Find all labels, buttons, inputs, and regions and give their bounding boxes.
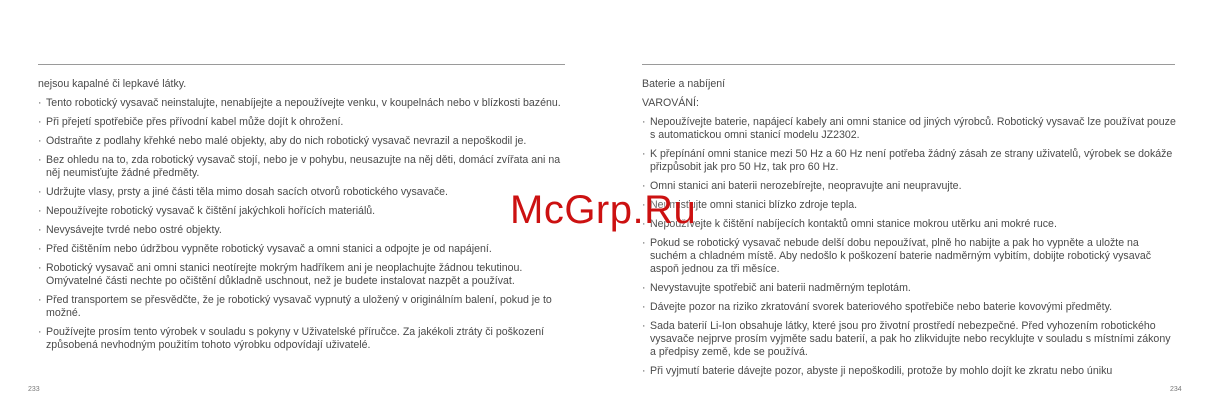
list-item: · Omni stanici ani baterii nerozebírejte, neopravujte ani neupravujte. xyxy=(642,180,1176,193)
list-item: · Tento robotický vysavač neinstalujte, nenabíjejte a nepoužívejte venku, v koupelnách nebo v blízkosti bazénu. xyxy=(38,97,568,110)
list-item: · Pokud se robotický vysavač nebude delší dobu nepoužívat, plně ho nabijte a pak ho vypněte a uložte na suchém a chladném místě. Aby nedošlo k poškození baterie nadměrným vybitím, dobijte robotický vysavač aspoň jednou za tři měsíce. xyxy=(642,237,1176,276)
page-number: 234 xyxy=(1170,386,1182,393)
list-item: · Nepoužívejte robotický vysavač k čištění jakýchkoli hořících materiálů. xyxy=(38,205,568,218)
right-page-content xyxy=(642,78,1176,384)
section-heading: Baterie a nabíjení xyxy=(642,78,726,90)
list-item: · Robotický vysavač ani omni stanici neotírejte mokrým hadříkem ani je neoplachujte žádnou tekutinou. Omývatelné části nechte po očištění důkladně uschnout, než je budete instalovat nazpět a používat. xyxy=(38,262,568,288)
list-item: · Nevystavujte spotřebič ani baterii nadměrným teplotám. xyxy=(642,282,1176,295)
list-item: · Nevysávejte tvrdé nebo ostré objekty. xyxy=(38,224,568,237)
page-number: 233 xyxy=(28,386,40,393)
list-item: · Před transportem se přesvědčte, že je robotický vysavač vypnutý a uložený v originálním balení, pokud je to možné. xyxy=(38,294,568,320)
list-item: · Udržujte vlasy, prsty a jiné části těla mimo dosah sacích otvorů robotického vysavače. xyxy=(38,186,568,199)
left-page-content xyxy=(38,78,568,358)
continued-text: nejsou kapalné či lepkavé látky. xyxy=(38,78,187,90)
list-item: · Bez ohledu na to, zda robotický vysavač stojí, nebo je v pohybu, neusazujte na něj děti, domácí zvířata ani na něj neumisťujte žádné předměty. xyxy=(38,154,568,180)
list-item: · Nepoužívejte k čištění nabíjecích kontaktů omni stanice mokrou utěrku ani mokré ruce. xyxy=(642,218,1176,231)
warning-label: VAROVÁNÍ: xyxy=(642,97,699,109)
list-item: · Používejte prosím tento výrobek v souladu s pokyny v Uživatelské příručce. Za jakékoli ztráty či poškození způsobená nevhodným použitím tohoto výrobku odpovídají uživatelé. xyxy=(38,326,568,352)
watermark: McGrp.Ru xyxy=(510,188,697,232)
top-rule xyxy=(642,64,1175,65)
list-item: · Odstraňte z podlahy křehké nebo malé objekty, aby do nich robotický vysavač nevrazil a nepoškodil je. xyxy=(38,135,568,148)
list-item: · Při přejetí spotřebiče přes přívodní kabel může dojít k ohrožení. xyxy=(38,116,568,129)
top-rule xyxy=(38,64,565,65)
list-item: · Dávejte pozor na riziko zkratování svorek bateriového spotřebiče nebo baterie kovovými předměty. xyxy=(642,301,1176,314)
list-item: · Sada baterií Li-Ion obsahuje látky, které jsou pro životní prostředí nebezpečné. Před vyhozením robotického vysavače nejprve prosím vyjměte sadu baterií, a pak ho zlikvidujte nebo recyklujte v souladu s místními zákony a předpisy země, kde se používá. xyxy=(642,320,1176,359)
list-item: · Před čištěním nebo údržbou vypněte robotický vysavač a omni stanici a odpojte je od napájení. xyxy=(38,243,568,256)
list-item: · Neumisťujte omni stanici blízko zdroje tepla. xyxy=(642,199,1176,212)
list-item: · K přepínání omni stanice mezi 50 Hz a 60 Hz není potřeba žádný zásah ze strany uživatelů, výrobek se dokáže přizpůsobit jak pro 50 Hz, tak pro 60 Hz. xyxy=(642,148,1176,174)
list-item: · Nepoužívejte baterie, napájecí kabely ani omni stanice od jiných výrobců. Robotický vysavač lze používat pouze s automatickou omni stanicí modelu JZ2302. xyxy=(642,116,1176,142)
list-item: · Při vyjmutí baterie dávejte pozor, abyste ji nepoškodili, protože by mohlo dojít ke zkratu nebo úniku xyxy=(642,365,1176,378)
